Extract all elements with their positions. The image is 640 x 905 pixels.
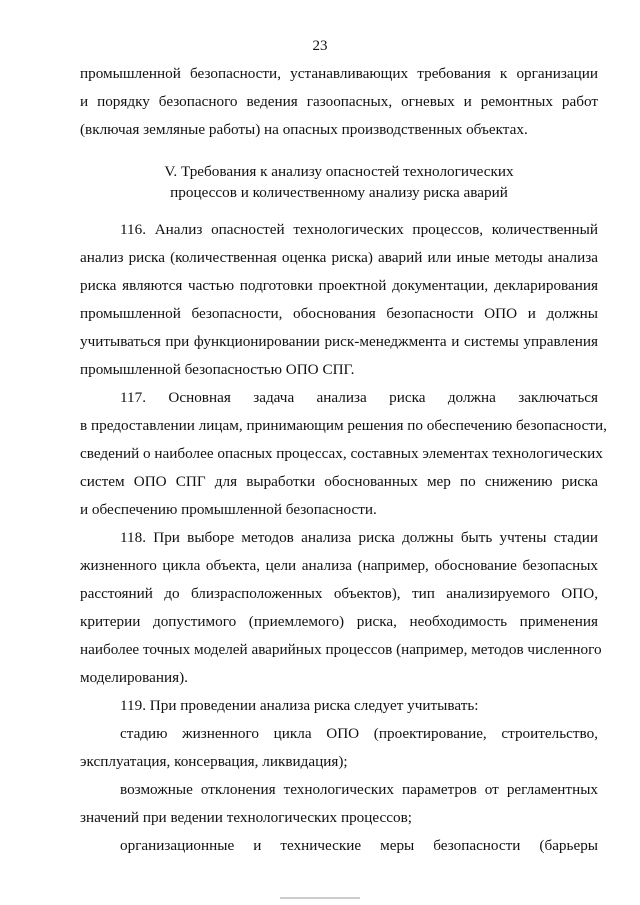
text-line: 119. При проведении анализа риска следует учитывать: — [120, 697, 479, 714]
text-line: сведений о наиболее опасных процессах, составных элементах технологических — [80, 445, 603, 462]
document-body — [80, 60, 607, 860]
section-heading-line: V. Требования к анализу опасностей технологических — [164, 163, 514, 180]
text-line: промышленной безопасности, обоснования безопасности ОПО и должны — [80, 305, 598, 322]
list-item-lifecycle — [80, 720, 598, 776]
list-item-safety-measures — [80, 832, 598, 860]
scan-artifact — [280, 897, 360, 899]
text-line: наиболее точных моделей аварийных процессов (например, методов численного — [80, 641, 602, 658]
text-line: 117. Основная задача анализа риска должна заключаться — [120, 389, 598, 406]
text-line: 116. Анализ опасностей технологических процессов, количественный — [120, 221, 598, 238]
text-line: (включая земляные работы) на опасных производственных объектах. — [80, 121, 528, 138]
text-line: анализ риска (количественная оценка риска) аварий или иные методы анализа — [80, 249, 598, 266]
paragraph-117 — [80, 384, 607, 524]
list-item-deviations — [80, 776, 598, 832]
text-line: и порядку безопасного ведения газоопасных, огневых и ремонтных работ — [80, 93, 598, 110]
text-line: значений при ведении технологических процессов; — [80, 809, 412, 826]
text-line: критерии допустимого (приемлемого) риска, необходимость применения — [80, 613, 598, 630]
paragraph-116 — [80, 216, 598, 384]
intro-paragraph — [80, 60, 598, 144]
text-line: промышленной безопасности, устанавливающих требования к организации — [80, 65, 598, 82]
text-line: риска являются частью подготовки проектной документации, декларирования — [80, 277, 598, 294]
text-line: промышленной безопасностью ОПО СПГ. — [80, 361, 355, 378]
text-line: возможные отклонения технологических параметров от регламентных — [120, 781, 598, 798]
text-line: в предоставлении лицам, принимающим решения по обеспечению безопасности, — [80, 417, 607, 434]
paragraph-119 — [80, 692, 598, 720]
page-number: 23 — [312, 38, 328, 54]
text-line: эксплуатация, консервация, ликвидация); — [80, 753, 348, 770]
text-line: расстояний до близрасположенных объектов), тип анализируемого ОПО, — [80, 585, 598, 602]
text-line: 118. При выборе методов анализа риска должны быть учтены стадии — [120, 529, 598, 546]
paragraph-118 — [80, 524, 602, 692]
text-line: и обеспечению промышленной безопасности. — [80, 501, 377, 518]
text-line: учитываться при функционировании риск-менеджмента и системы управления — [80, 333, 598, 350]
section-heading — [80, 161, 598, 203]
text-line: моделирования). — [80, 669, 188, 686]
text-line: систем ОПО СПГ для выработки обоснованных мер по снижению риска — [80, 473, 598, 490]
section-heading-line: процессов и количественному анализу риска аварий — [170, 184, 508, 201]
text-line: жизненного цикла объекта, цели анализа (например, обоснование безопасных — [80, 557, 598, 574]
text-line: организационные и технические меры безопасности (барьеры — [120, 837, 598, 854]
text-line: стадию жизненного цикла ОПО (проектирование, строительство, — [120, 725, 598, 742]
